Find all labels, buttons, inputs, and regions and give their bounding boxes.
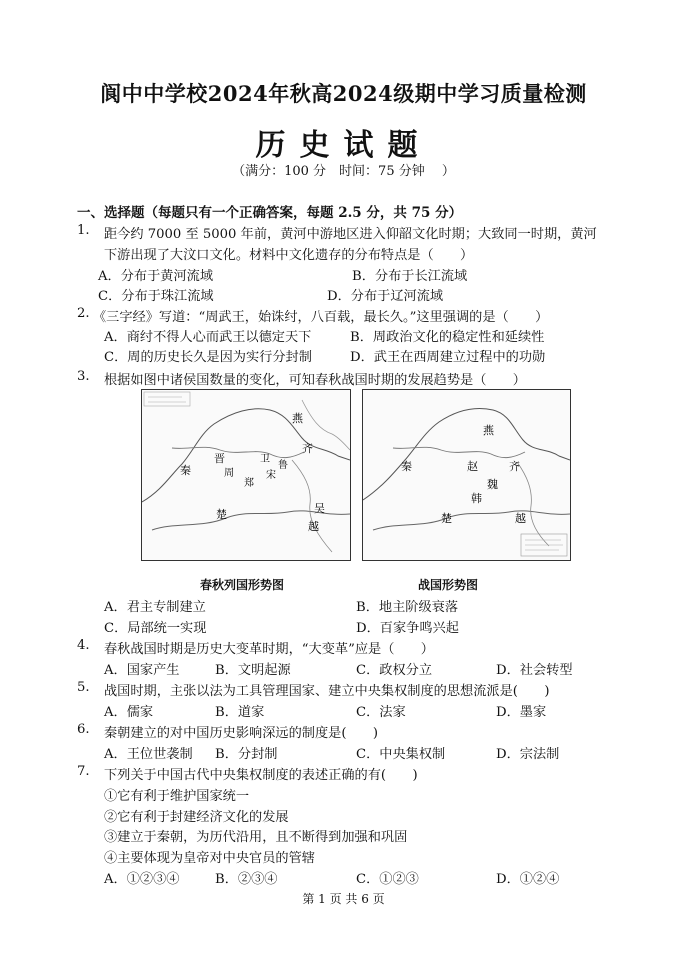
statement-2: ②它有利于封建经济文化的发展 xyxy=(104,810,289,825)
question-stem: 春秋战国时期是历史大变革时期，“大变革”应是（ ） xyxy=(104,642,434,657)
option-b: B．分封制 xyxy=(215,747,278,762)
question-number: 2. xyxy=(77,306,90,321)
option-d: D．武王在西周建立过程中的功勋 xyxy=(350,350,546,365)
option-b: B．地主阶级衰落 xyxy=(356,600,459,615)
map-warring-states-drawing xyxy=(363,390,570,560)
map-warring-states xyxy=(362,389,571,561)
option-b: B．道家 xyxy=(215,705,265,720)
label-yue: 越 xyxy=(308,520,319,533)
page-number: 第 1 页 共 6 页 xyxy=(302,892,385,906)
label-yan: 燕 xyxy=(292,412,303,425)
question-stem: 下列关于中国古代中央集权制度的表述正确的有( ) xyxy=(104,768,418,783)
option-c: C．局部统一实现 xyxy=(104,621,207,636)
exam-title: 阆中中学校2024年秋高2024级期中学习质量检测 xyxy=(100,81,587,106)
option-c: C．政权分立 xyxy=(356,663,433,678)
label-wu: 吴 xyxy=(314,502,325,515)
label-qi: 齐 xyxy=(302,442,313,455)
option-a: A．分布于黄河流域 xyxy=(98,269,214,284)
question-stem: 秦朝建立的对中国历史影响深远的制度是( ) xyxy=(104,726,379,741)
option-b: B．文明起源 xyxy=(215,663,291,678)
label-qin: 秦 xyxy=(180,464,191,477)
option-d: D．社会转型 xyxy=(496,663,573,678)
label-chu: 楚 xyxy=(216,508,227,521)
question-stem: 距今约 7000 至 5000 年前，黄河中游地区进入仰韶文化时期；大致同一时期，黄河 xyxy=(104,227,597,242)
option-b: B．②③④ xyxy=(215,872,278,887)
label-jin: 晋 xyxy=(214,452,225,465)
label-zheng: 郑 xyxy=(244,478,254,489)
question-number: 4. xyxy=(77,638,90,653)
map-caption-left: 春秋列国形势图 xyxy=(200,578,285,592)
option-a: A．商纣不得人心而武王以德定天下 xyxy=(104,330,312,345)
option-c: C．①②③ xyxy=(356,872,419,887)
label-qin: 秦 xyxy=(401,460,412,473)
label-chu: 楚 xyxy=(441,512,452,525)
question-stem: 战国时期，主张以法为工具管理国家、建立中央集权制度的思想流派是( ) xyxy=(104,684,550,699)
option-d: D．墨家 xyxy=(496,705,547,720)
question-number: 6. xyxy=(77,722,90,737)
exam-info: （满分：100 分 时间：75 分钟 ） xyxy=(232,164,455,179)
statement-3: ③建立于秦朝，为历代沿用，且不断得到加强和巩固 xyxy=(104,830,408,845)
option-d: D．百家争鸣兴起 xyxy=(356,621,459,636)
question-number: 5. xyxy=(77,680,90,695)
map-spring-autumn-drawing xyxy=(142,390,350,560)
section-heading: 一、选择题（每题只有一个正确答案，每题 2.5 分，共 75 分） xyxy=(77,205,463,221)
option-b: B．分布于长江流域 xyxy=(352,269,468,284)
statement-1: ①它有利于维护国家统一 xyxy=(104,789,250,804)
label-wei: 卫 xyxy=(260,454,270,465)
question-number: 1. xyxy=(77,223,90,238)
question-number: 7. xyxy=(77,764,90,779)
label-qi: 齐 xyxy=(509,460,520,473)
map-caption-right: 战国形势图 xyxy=(418,578,479,592)
label-yue: 越 xyxy=(515,512,526,525)
option-a: A．国家产生 xyxy=(104,663,180,678)
question-stem: 根据如图中诸侯国数量的变化，可知春秋战国时期的发展趋势是（ ） xyxy=(104,373,526,388)
option-b: B．周政治文化的稳定性和延续性 xyxy=(350,330,545,345)
label-lu: 鲁 xyxy=(278,460,288,471)
option-a: A．儒家 xyxy=(104,705,154,720)
question-number: 3. xyxy=(77,369,90,384)
option-c: C．法家 xyxy=(356,705,406,720)
label-wei: 魏 xyxy=(487,478,498,491)
label-song: 宋 xyxy=(266,470,276,481)
statement-4: ④主要体现为皇帝对中央官员的管辖 xyxy=(104,851,315,866)
question-stem: 《三字经》写道：“周武王，始诛纣，八百载，最长久。”这里强调的是（ ） xyxy=(93,310,549,325)
option-a: A．君主专制建立 xyxy=(104,600,206,615)
label-zhao: 赵 xyxy=(467,460,478,473)
option-c: C．分布于珠江流域 xyxy=(98,289,214,304)
option-d: D．分布于辽河流域 xyxy=(327,289,444,304)
option-a: A．王位世袭制 xyxy=(104,747,193,762)
label-han: 韩 xyxy=(471,492,482,505)
question-stem: 下游出现了大汶口文化。材料中文化遗存的分布特点是（ ） xyxy=(104,248,474,263)
option-a: A．①②③④ xyxy=(104,872,180,887)
map-spring-autumn xyxy=(141,389,351,561)
option-d: D．①②④ xyxy=(496,872,560,887)
option-c: C．中央集权制 xyxy=(356,747,446,762)
label-yan: 燕 xyxy=(483,424,494,437)
label-zhou: 周 xyxy=(224,468,234,479)
option-c: C．周的历史长久是因为实行分封制 xyxy=(104,350,312,365)
subject-title: 历史试题 xyxy=(255,128,432,163)
option-d: D．宗法制 xyxy=(496,747,560,762)
